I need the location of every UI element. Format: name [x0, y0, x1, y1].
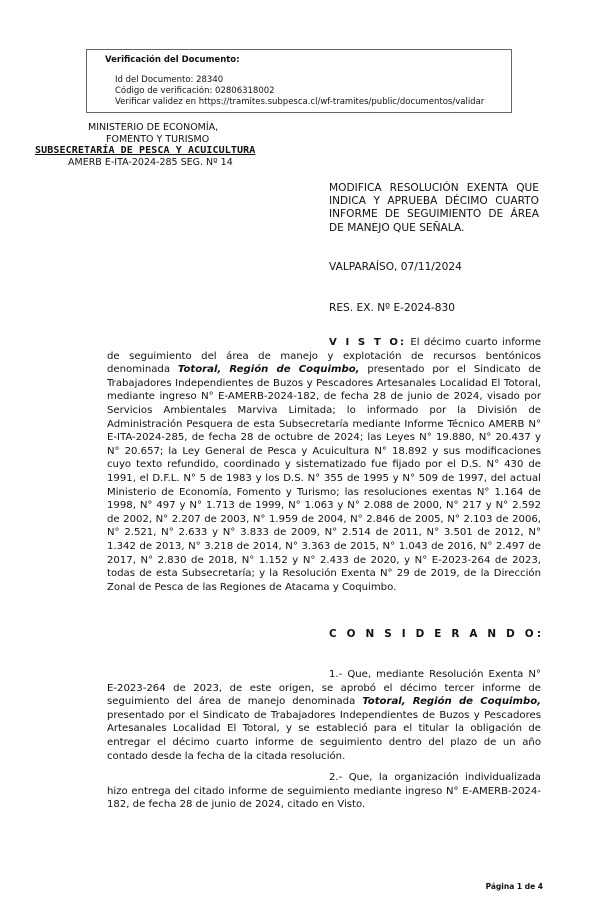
ministry-line-2: FOMENTO Y TURISMO	[106, 134, 210, 145]
verification-box	[86, 49, 512, 113]
visto-text-1: El décimo cuarto informe de seguimiento del área de manejo y explotación de recursos bentónicos denominada	[107, 337, 541, 376]
document-reference: AMERB E-ITA-2024-285 SEG. Nº 14	[68, 157, 233, 168]
city-date: VALPARAÍSO, 07/11/2024	[329, 261, 462, 273]
considerando-heading: C O N S I D E R A N D O:	[329, 628, 545, 640]
verification-title: Verificación del Documento:	[105, 55, 240, 65]
subsecretaria-title: SUBSECRETARÍA DE PESCA Y ACUICULTURA	[35, 145, 256, 156]
ministry-line-1: MINISTERIO DE ECONOMÍA,	[88, 122, 219, 133]
visto-heading: V I S T O:	[329, 337, 407, 348]
considerando-1-text-1: 1.- Que, mediante Resolución Exenta N° E-2023-264 de 2023, de este origen, se aprobó el décimo tercer informe de seguimiento del área de manejo denominada	[107, 669, 541, 708]
considerando-1-text-2: presentado por el Sindicato de Trabajadores Independientes de Buzos y Pescadores Artesanales Localidad El Totoral, y se estableció para el titular la obligación de entregar el décimo cuarto informe de seguimiento dentro del plazo de un año contado desde la fecha de la citada resolución.	[107, 709, 541, 762]
verification-url[interactable]: Verificar validez en https://tramites.subpesca.cl/wf-tramites/public/documentos/validar	[115, 97, 497, 108]
verification-code: Código de verificación: 02806318002	[115, 86, 497, 97]
considerando-1-highlight: Totoral, Región de Coquimbo,	[362, 696, 541, 708]
page-number: Página 1 de 4	[485, 882, 543, 891]
considerando-item-2: 2.- Que, la organización individualizada hizo entrega del citado informe de seguimiento mediante ingreso N° E-AMERB-2024-182, de fecha 28 de junio de 2024, citado en Visto.	[107, 772, 541, 811]
document-id: Id del Documento: 28340	[115, 75, 497, 86]
visto-paragraph	[107, 336, 541, 594]
resolution-number: RES. EX. Nº E-2024-830	[329, 302, 456, 314]
resolution-subject: MODIFICA RESOLUCIÓN EXENTA QUE INDICA Y APRUEBA DÉCIMO CUARTO INFORME DE SEGUIMIENTO DE ÁREA DE MANEJO QUE SEÑALA.	[329, 182, 539, 234]
considerando-item-1	[107, 668, 541, 763]
visto-text-2: presentado por el Sindicato de Trabajadores Independientes de Buzos y Pescadores Artesanales Localidad El Totoral, mediante ingreso N° E-AMERB-2024-182, de fecha 28 de junio de 2024, visado por Servicios Ambientales Marviva Limitada; lo informado por la División de Administración Pesquera de esta Subsecretaría mediante Informe Técnico AMERB N° E-ITA-2024-285, de fecha 28 de octubre de 2024; las Leyes N° 19.880, N° 20.437 y N° 20.657; la Ley General de Pesca y Acuicultura N° 18.892 y sus modificaciones cuyo texto refundido, coordinado y sistematizado fue fijado por el D.S. N° 430 de 1991, el D.F.L. N° 5 de 1983 y los D.S. N° 355 de 1995 y N° 509 de 1997, del actual Ministerio de Economía, Fomento y Turismo; las resoluciones exentas N° 1.164 de 1998, N° 497 y N° 1.713 de 1999, N° 1.063 y N° 2.088 de 2000, N° 217 y N° 2.592 de 2002, N° 2.207 de 2003, N° 1.959 de 2004, N° 2.846 de 2005, N° 2.103 de 2006, N° 2.521, N° 2.633 y N° 3.833 de 2009, N° 2.514 de 2011, N° 3.501 de 2012, N° 1.342 de 2013, N° 3.218 de 2014, N° 3.363 de 2015, N° 1.043 de 2016, N° 2.497 de 2017, N° 2.830 de 2018, N° 1.152 y N° 2.433 de 2020, y N° E-2023-264 de 2023, todas de esta Subsecretaría; y la Resolución Exenta N° 29 de 2019, de la Dirección Zonal de Pesca de las Regiones de Atacama y Coquimbo.	[107, 364, 542, 593]
verification-list	[105, 75, 497, 108]
visto-highlight: Totoral, Región de Coquimbo,	[177, 364, 360, 376]
